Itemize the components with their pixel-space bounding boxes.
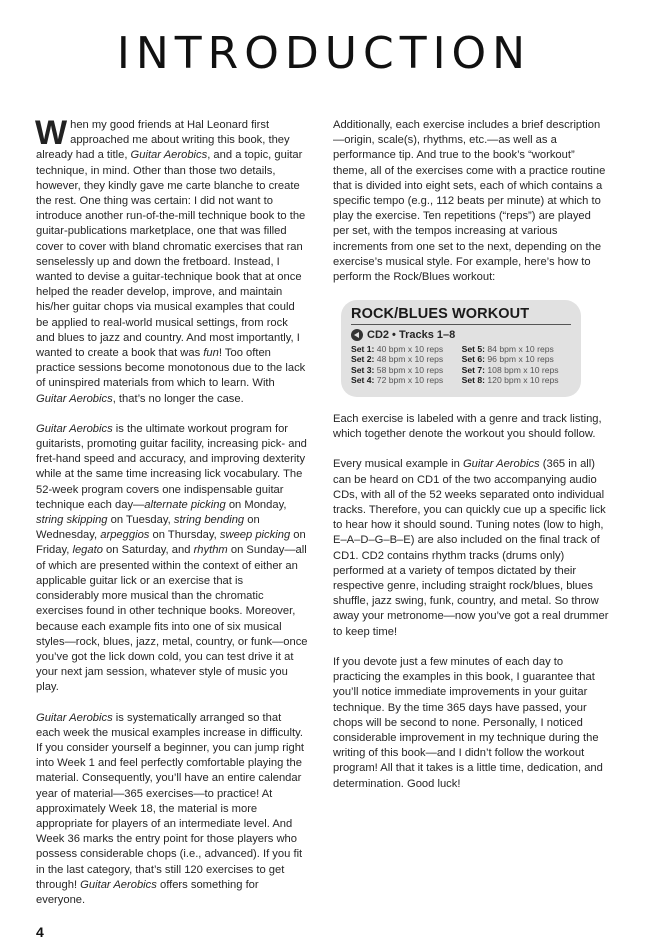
set-item [462,344,571,354]
set-label: Set 2: [351,354,375,365]
speaker-icon [351,329,363,341]
text-run: on Wednesday, [36,514,260,542]
set-item [462,375,571,385]
drop-cap: W [35,114,68,152]
technique-italic: rhythm [193,544,228,557]
intro-paragraph-6 [333,457,609,639]
cd-track-label: CD2 • Tracks 1–8 [367,329,456,342]
text-run: on Tuesday, [107,514,174,527]
intro-paragraph-1 [35,114,308,407]
workout-box-title: ROCK/BLUES WORKOUT [351,306,571,325]
technique-italic: arpeggios [100,529,150,542]
set-label: Set 7: [461,364,486,375]
left-column [35,114,308,941]
text-run: , and a topic, guitar technique, in mind. Other than those two details, however, they kindly gave me carte blanche to create the rest. One thing was certain: I did not want to introduce another run-of-the-mill technique book to the guitar-publications marketplace, one that was filled cover to cover with bland chromatic exercises that ran senselessly up and down the fretboard. Instead, I wanted to devise a guitar-technique book that at once helped the reader develop, improve, and maintain his/her guitar chops via musical examples that could be applied to real-world musical settings, from rock and blues to jazz and country. And most importantly, I wanted to create a book that was [36,149,306,360]
technique-italic: string bending [173,514,245,527]
body-columns [0,74,648,941]
book-title-italic: Guitar Aerobics [36,711,113,724]
set-value: 48 bpm x 10 reps [376,354,444,365]
set-value: 72 bpm x 10 reps [376,374,444,385]
cd-track-info [351,328,571,342]
set-label: Set 3: [351,364,375,375]
set-label: Set 4: [351,374,375,385]
intro-paragraph-5: Each exercise is labeled with a genre and track listing, which together denote the workout you should follow. [333,413,602,441]
intro-paragraph-7: If you devote just a few minutes of each day to practicing the examples in this book, I guarantee that you’ll notice immediate improvements in your guitar technique. By the time 365 days have passed, your chops will be second to none. Personally, I noticed considerable improvement in my technique during the writing of this book—and I didn’t follow the workout program! All that it takes is a little time, dedication, and determination. Good luck! [333,655,603,790]
set-item [351,365,456,375]
intro-paragraph-4: Additionally, each exercise includes a brief description—origin, scale(s), rhythms, etc.—as well as a performance tip. And true to the book’s “workout” theme, all of the exercises come with a practice routine that is divided into eight sets, each of which contains a specific tempo (e.g., 112 beats per minute) at which to play the exercise. Ten repetitions (“reps”) are played per set, with the tempos increasing at various increments from one set to the next, depending on the exercise’s musical style. For example, here’s how to perform the Rock/Blues workout: [333,119,606,284]
set-item [351,344,456,354]
text-run: (365 in all) can be heard on CD1 of the two accompanying audio CDs, with all of the 52 weeks separated onto individual tracks. Therefore, you can quickly cue up a specific lick to hear how it should sound. Tuning notes (low to high, E–A–D–G–B–E) are also included on the final track of CD1. CD2 contains rhythm tracks (drums only) performed at a variety of tempos dictated by their respective genre, including straight rock/blues, blues shuffle, jazz swing, funk, country, and metal. So throw away your metronome—now you’ve got a real drummer to keep time! [333,458,609,638]
text-run: , that’s no longer the case. [112,392,244,405]
workout-sets [351,344,571,385]
set-value: 96 bpm x 10 reps [487,354,554,365]
set-value: 58 bpm x 10 reps [376,364,444,375]
set-item [462,365,571,375]
text-run: hen my good friends at Hal Leonard first approached me about writing this book, they already had a title, [36,119,290,162]
text-run: Every musical example in [333,458,463,471]
text-run: is the ultimate workout program for guitarists, promoting guitar facility, increasing pick- and fret-hand speed and accuracy, and improving dexterity while at the same time increasing lick vocabulary. The 52-week program covers one indispensable guitar technique each day— [36,422,307,511]
set-value: 40 bpm x 10 reps [376,344,444,355]
page-title: INTRODUCTION [116,28,532,79]
page-number: 4 [36,924,44,941]
book-title-italic: Guitar Aerobics [80,878,157,891]
book-title-italic: Guitar Aerobics [36,392,113,405]
set-value: 84 bpm x 10 reps [487,344,554,355]
set-value: 120 bpm x 10 reps [487,374,559,385]
set-item [351,354,456,364]
text-run: on Monday, [225,498,287,511]
workout-box [341,300,581,397]
set-value: 108 bpm x 10 reps [487,364,559,375]
intro-paragraph-2 [36,422,308,696]
text-run: on Saturday, and [102,544,194,557]
right-column [333,118,609,807]
set-label: Set 5: [461,344,486,355]
set-label: Set 6: [461,354,486,365]
technique-italic: alternate picking [144,498,226,511]
book-title-italic: Guitar Aerobics [130,149,208,162]
technique-italic: legato [72,544,103,557]
text-run: on Sunday—all of which are presented within the context of either an applicable guitar lick or an exercise that is considerably more musical than the chromatic exercises found in other technique books. Moreover, because each example fits into one of six musical styles—rock, blues, jazz, metal, country, or funk—once you’ve got the lick down cold, you can test drive it at your next jam session, whatever style of music you play. [36,544,308,694]
emphasis-italic: fun [203,347,219,360]
book-title-italic: Guitar Aerobics [462,458,540,471]
text-run: on Thursday, [149,529,220,542]
set-item [351,375,456,385]
intro-paragraph-3 [36,711,308,909]
set-label: Set 1: [351,344,375,355]
technique-italic: sweep picking [219,529,291,542]
text-run: offers something for everyone. [36,878,259,906]
text-run: is systematically arranged so that each week the musical examples increase in difficulty. If you consider yourself a beginner, you can jump right into Week 1 and feel perfectly comfortable playing the material. Consequently, you’ll have an entire calendar year of material—365 exercises—to practice! At approximately Week 18, the material is more appropriate for players of an intermediate level. And Week 36 marks the entry point for those players who possess considerable chops (i.e., advanced). If you fit in the last category, that’s still 120 exercises to get through! [36,711,305,891]
set-label: Set 8: [461,374,486,385]
technique-italic: string skipping [36,514,108,527]
set-item [462,354,571,364]
text-run: ! Too often practice sessions become monotonous due to the lack of uninspired materials from which to learn. With [36,347,306,390]
book-title-italic: Guitar Aerobics [36,422,113,435]
text-run: on Friday, [36,529,306,557]
